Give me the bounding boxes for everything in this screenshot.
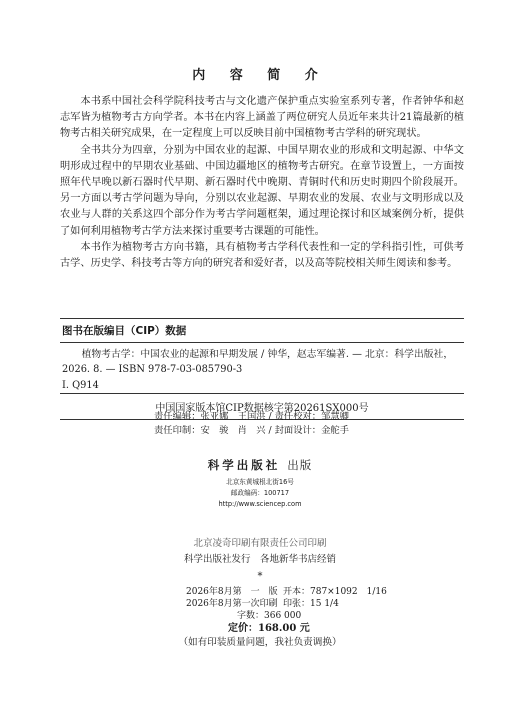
separator-star: * bbox=[257, 571, 263, 582]
distribution-line: 科学出版社发行 各地新华书店经销 bbox=[183, 553, 336, 565]
cip-catalog-line: 植物考古学：中国农业的起源和早期发展 / 钟华，赵志军编著. — 北京：科学出版社，2026. 8. — ISBN 978-7-03-085790-3 bbox=[62, 349, 454, 376]
editors-credit: 责任编辑：张亚娜 王国洪 / 责任校对：邹慧卿 bbox=[154, 411, 349, 422]
intro-paragraph: 本书作为植物考古方向书籍，具有植物考古学科代表性和一定的学科指引性，可供考古学、历史学、科技考古等方向的研究者和爱好者，以及高等院校相关师生阅读和参考。 bbox=[60, 241, 464, 270]
intro-section bbox=[60, 94, 464, 272]
printer-line: 北京凌奇印刷有限责任公司印刷 bbox=[193, 538, 327, 549]
cip-record bbox=[60, 343, 464, 393]
cip-classification: Ⅰ. Q914 bbox=[62, 379, 99, 391]
book-format: 开本：787×1092 1/16 bbox=[283, 587, 387, 597]
production-credit: 责任印制：安 骏 肖 兴 / 封面设计：金舵手 bbox=[154, 424, 349, 436]
printing-block bbox=[0, 536, 520, 567]
publisher-suffix: 出版 bbox=[287, 458, 313, 472]
publisher-postcode: 邮政编码：100717 bbox=[230, 489, 290, 497]
publisher-name: 科学出版社 bbox=[207, 458, 281, 472]
publisher-address: 北京东黄城根北街16号 bbox=[226, 478, 294, 486]
publisher-website: http://www.sciencep.com bbox=[218, 500, 302, 508]
cip-heading: 图书在版编目（CIP）数据 bbox=[62, 325, 187, 337]
cip-data-block bbox=[60, 318, 464, 420]
printed-sheets: 印张：15 1/4 bbox=[283, 599, 339, 610]
intro-title: 内 容 简 介 bbox=[192, 68, 328, 83]
specs-block bbox=[0, 586, 520, 651]
intro-paragraph: 全书共分为四章，分别为中国农业的起源、中国早期农业的形成和文明起源、中华文明形成过程中的早期农业基础、中国边疆地区的植物考古研究。在章节设置上，一方面按照年代早晚以新石器时代早期、新石器时代中晚期、青铜时代和历史时期四个阶段展开。另一方面以考古学问题为导向，分别以农业起源、早期农业的发展、农业与文明形成以及农业与人群的关系这四个部分作为考古学问题框架，通过理论探讨和区域案例分析，提供了如何利用植物考古学方法来探讨重要考古课题的可能性。 bbox=[60, 144, 464, 237]
printing-date: 2026年8月第一次印刷 bbox=[186, 599, 278, 610]
publisher-block bbox=[0, 457, 520, 510]
price: 定价：168.00 元 bbox=[228, 622, 310, 634]
intro-paragraph: 本书系中国社会科学院科技考古与文化遗产保护重点实验室系列专著，作者钟华和赵志军皆为植物考古方向学者。本书在内容上涵盖了两位研究人员近年来共计21篇最新的植物考古相关研究成果，在一定程度上可以反映目前中国植物考古学科的研究现状。 bbox=[60, 96, 464, 140]
edition-date: 2026年8月第 一 版 bbox=[186, 587, 278, 597]
quality-notice: （如有印装质量问题，我社负责调换） bbox=[178, 636, 342, 648]
word-count: 字数：366 000 bbox=[237, 611, 302, 622]
credits-block bbox=[0, 410, 520, 437]
cip-record-number: 中国国家版本馆CIP数据核字第20261SX000号 bbox=[155, 403, 369, 415]
